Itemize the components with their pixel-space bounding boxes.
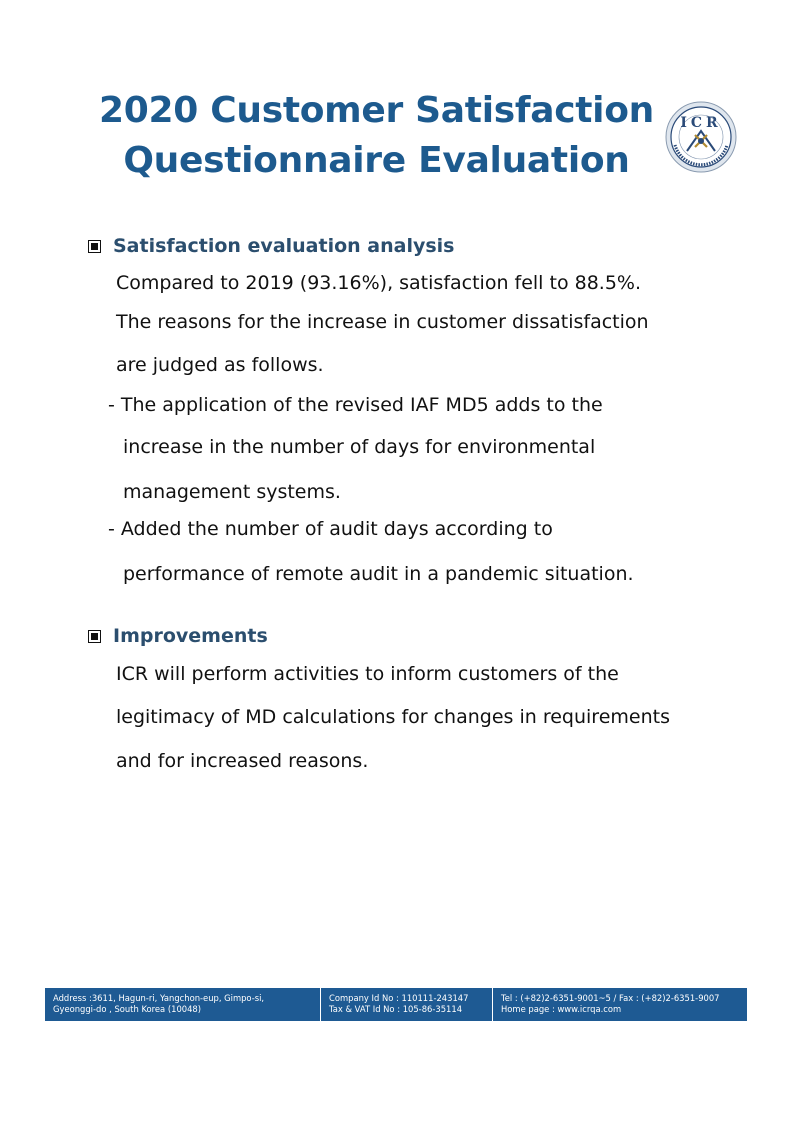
bullet-continuation: increase in the number of days for environmental xyxy=(123,436,596,458)
footer-address-line: Address :3611, Hagun-ri, Yangchon-eup, Gimpo-si, xyxy=(53,993,265,1003)
footer-company-id: Company Id No : 110111-243147 xyxy=(329,993,469,1003)
section-heading: Satisfaction evaluation analysis xyxy=(113,235,455,257)
footer-address-line: Gyeonggi-do , South Korea (10048) xyxy=(53,1004,202,1014)
footer-ids xyxy=(321,988,493,1021)
section-improvements xyxy=(88,622,268,650)
seal-text: ICR xyxy=(680,115,722,131)
section-satisfaction-analysis xyxy=(88,232,455,260)
page-title xyxy=(0,86,753,186)
square-bullet-icon xyxy=(88,630,101,643)
paragraph-line: legitimacy of MD calculations for changes in requirements xyxy=(116,706,670,728)
bullet-continuation: performance of remote audit in a pandemic situation. xyxy=(123,563,634,585)
paragraph-line: The reasons for the increase in customer dissatisfaction xyxy=(116,311,649,333)
paragraph-line: Compared to 2019 (93.16%), satisfaction fell to 88.5%. xyxy=(116,272,642,294)
bullet-line: - The application of the revised IAF MD5 adds to the xyxy=(108,394,603,416)
icr-seal-logo-icon xyxy=(665,101,737,173)
paragraph-line: ICR will perform activities to inform customers of the xyxy=(116,663,619,685)
paragraph-line: and for increased reasons. xyxy=(116,750,369,772)
bullet-continuation: management systems. xyxy=(123,481,341,503)
footer-tel: Tel : (+82)2-6351-9001~5 / Fax : (+82)2-6351-9007 xyxy=(501,993,720,1003)
title-line-1: 2020 Customer Satisfaction xyxy=(99,90,654,131)
bullet-line: - Added the number of audit days according to xyxy=(108,518,553,540)
footer-address xyxy=(45,988,321,1021)
square-bullet-icon xyxy=(88,240,101,253)
footer-bar xyxy=(45,988,747,1021)
footer-homepage-link[interactable]: Home page : www.icrqa.com xyxy=(501,1004,622,1014)
section-heading: Improvements xyxy=(113,625,268,647)
paragraph-line: are judged as follows. xyxy=(116,354,324,376)
footer-tax-id: Tax & VAT Id No : 105-86-35114 xyxy=(329,1004,463,1014)
title-line-2: Questionnaire Evaluation xyxy=(123,140,630,181)
footer-contact xyxy=(493,988,747,1021)
